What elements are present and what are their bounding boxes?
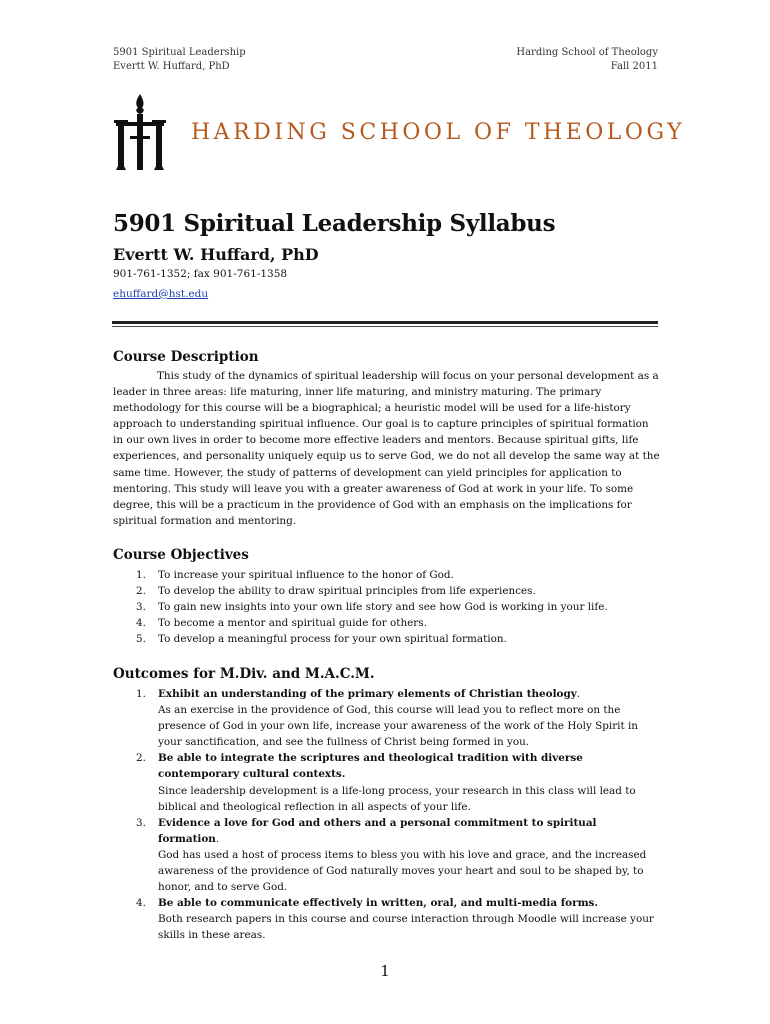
page-title: 5901 Spiritual Leadership Syllabus [113, 210, 556, 237]
outcomes-heading: Outcomes for M.Div. and M.A.C.M. [113, 666, 375, 682]
list-item: 5. To develop a meaningful process for your own spiritual formation. [136, 633, 507, 646]
list-item: 3. Evidence a love for God and others and a personal commitment to spiritual formation. God has used a host of process items to bless you with his love and grace, and the increased awareness of the providence of God naturally moves your heart and soul to be shaped by, to honor, and to serve God. [113, 815, 661, 895]
page-number: 1 [380, 962, 390, 980]
list-item: 4. To become a mentor and spiritual guide for others. [136, 617, 427, 630]
running-header-right [516, 46, 658, 74]
divider-thick [112, 321, 658, 324]
outcome-description: Since leadership development is a life-long process, your research in this class will lead to biblical and theological reflection in all aspects of your life. [158, 784, 636, 813]
school-logo [110, 92, 686, 172]
list-item: 1. To increase your spiritual influence to the honor of God. [136, 569, 454, 581]
course-description-heading: Course Description [113, 349, 259, 365]
list-item: 2. Be able to integrate the scriptures and theological tradition with diverse contemporary cultural contexts. Since leadership development is a life-long process, your research in this class will lead to biblical and theological reflection in all aspects of your life. [113, 750, 661, 814]
list-item: 4. Be able to communicate effectively in written, oral, and multi-media forms. Both research papers in this course and course interaction through Moodle will increase your skills in these areas. [113, 895, 661, 943]
course-objectives-heading: Course Objectives [113, 547, 249, 563]
author-name: Evertt W. Huffard, PhD [113, 245, 319, 264]
objectives-list [113, 567, 661, 647]
outcome-title: Exhibit an understanding of the primary elements of Christian theology [158, 688, 577, 700]
outcome-description: As an exercise in the providence of God, this course will lead you to reflect more on the presence of God in your own life, increase your awareness of the work of the Holy Spirit in your sanctification, and see the fullness of Christ being formed in you. [158, 704, 639, 749]
list-item: 3. To gain new insights into your own life story and see how God is working in your life. [136, 601, 608, 614]
divider-thin [112, 326, 658, 327]
list-item: 2. To develop the ability to draw spiritual principles from life experiences. [136, 585, 536, 598]
email-link[interactable]: ehuffard@hst.edu [113, 288, 209, 300]
header-term: Fall 2011 [610, 61, 658, 72]
list-item: 1. Exhibit an understanding of the primary elements of Christian theology. As an exercise in the providence of God, this course will lead you to reflect more on the presence of God in your own life, increase your awareness of the work of the Holy Spirit in your sanctification, and see the fullness of Christ being formed in you. [113, 686, 661, 750]
outcome-description: God has used a host of process items to bless you with his love and grace, and the increased awareness of the providence of God naturally moves your heart and soul to be shaped by, to honor, and to serve God. [158, 848, 647, 894]
course-description-text: This study of the dynamics of spiritual leadership will focus on your personal development as a leader in three areas: life maturing, inner life maturing, and ministry maturing. The primary methodology for this course will be a biographical; a heuristic model will be used for a life-history approach to understanding spiritual influence. Our goal is to capture principles of spiritual formation in our own lives in order to become more effective leaders and mentors. Because spiritual gifts, life experiences, and personality uniquely equip us to serve God, we do not all develop the same way at the same time. However, the study of patterns of development can yield principles for application to mentoring. This study will leave you with a greater awareness of God at work in your life. To some degree, this will be a practicum in the providence of God with an emphasis on the implications for spiritual formation and mentoring. [113, 370, 660, 527]
header-course: 5901 Spiritual Leadership [113, 47, 246, 58]
outcomes-list [113, 686, 661, 944]
outcome-title: Be able to communicate effectively in written, oral, and multi-media forms. [158, 897, 599, 910]
flame-cross-icon [110, 92, 170, 172]
header-school: Harding School of Theology [516, 47, 658, 58]
running-header-left [113, 46, 246, 74]
logo-wordmark: HARDING SCHOOL OF THEOLOGY [191, 120, 686, 145]
phone-fax: 901-761-1352; fax 901-761-1358 [113, 268, 288, 280]
header-instructor: Evertt W. Huffard, PhD [113, 61, 230, 72]
outcome-title: Be able to integrate the scriptures and theological tradition with diverse contemporary cultural contexts. [158, 752, 583, 781]
outcome-title: Evidence a love for God and others and a personal commitment to spiritual formation [158, 816, 597, 845]
outcome-description: Both research papers in this course and course interaction through Moodle will increase your skills in these areas. [158, 913, 654, 942]
